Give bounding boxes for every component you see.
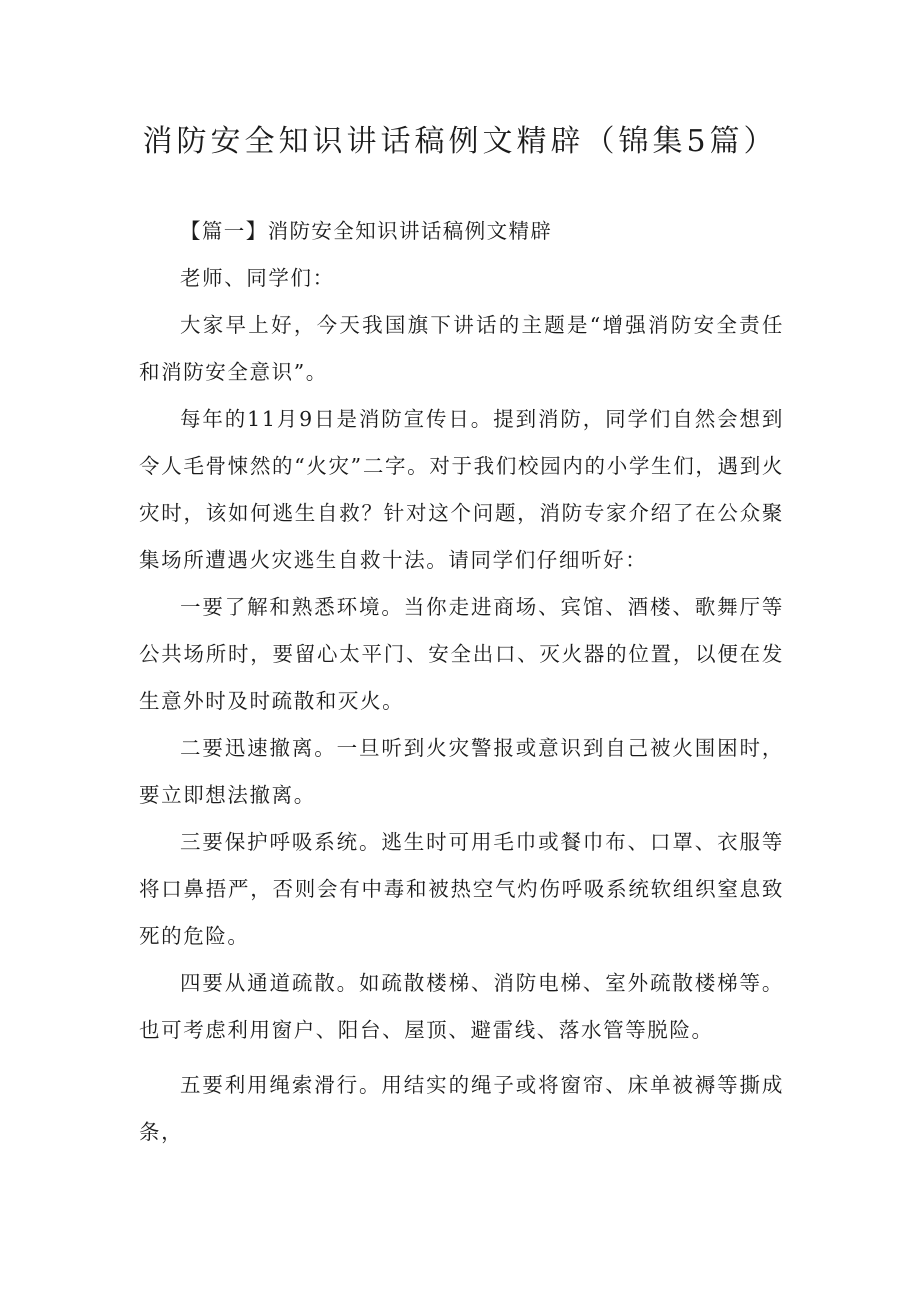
paragraph-tip-1: 一要了解和熟悉环境。当你走进商场、宾馆、酒楼、歌舞厅等公共场所时，要留心太平门、安全出口、灭火器的位置，以便在发生意外时及时疏散和灭火。 <box>139 595 784 713</box>
document-title: 消防安全知识讲话稿例文精辟（锦集5篇） <box>142 124 778 159</box>
paragraph-tip-3: 三要保护呼吸系统。逃生时可用毛巾或餐巾布、口罩、衣服等将口鼻捂严，否则会有中毒和被热空气灼伤呼吸系统软组织窒息致死的危险。 <box>139 830 784 948</box>
paragraph-fire-day: 每年的11月9日是消防宣传日。提到消防，同学们自然会想到令人毛骨悚然的“火灾”二字。对于我们校园内的小学生们，遇到火灾时，该如何逃生自救？针对这个问题，消防专家介绍了在公众聚集场所遭遇火灾逃生自救十法。请同学们仔细听好： <box>139 407 784 572</box>
document-body <box>139 208 784 1156</box>
greeting: 老师、同学们： <box>180 266 335 290</box>
paragraph-tip-5: 五要利用绳索滑行。用结实的绳子或将窗帘、床单被褥等撕成条， <box>139 1073 784 1144</box>
section-heading: 【篇一】消防安全知识讲话稿例文精辟 <box>180 219 553 243</box>
paragraph-intro: 大家早上好，今天我国旗下讲话的主题是“增强消防安全责任和消防安全意识”。 <box>139 313 784 384</box>
paragraph-tip-4: 四要从通道疏散。如疏散楼梯、消防电梯、室外疏散楼梯等。也可考虑利用窗户、阳台、屋顶、避雷线、落水管等脱险。 <box>139 971 784 1042</box>
paragraph-tip-2: 二要迅速撤离。一旦听到火灾警报或意识到自己被火围困时，要立即想法撤离。 <box>139 736 784 807</box>
